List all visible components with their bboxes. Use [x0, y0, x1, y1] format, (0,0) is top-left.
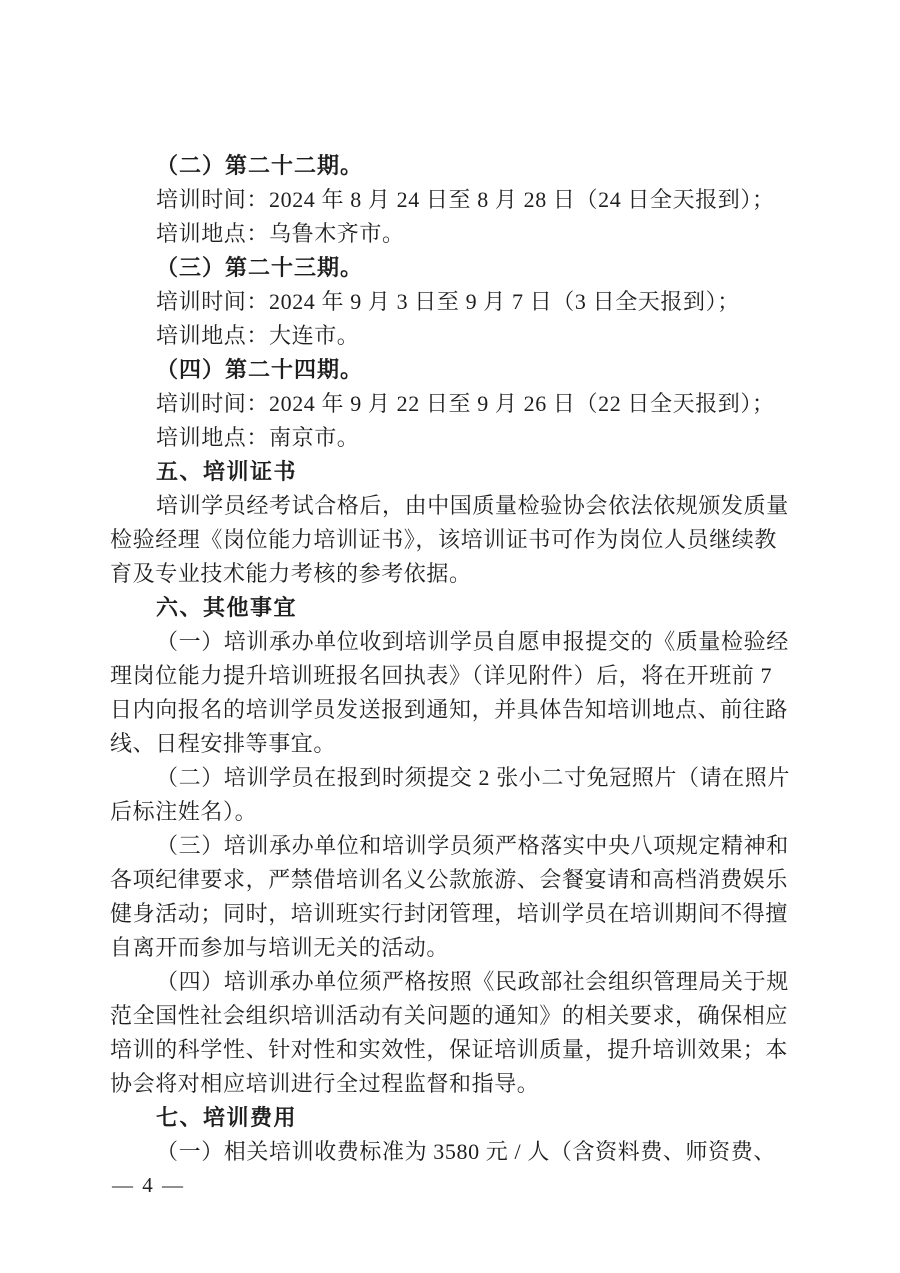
training-location-session-23: 培训地点：大连市。	[156, 323, 360, 348]
other-matters-item-3-line: 各项纪律要求，严禁借培训名义公款旅游、会餐宴请和高档消费娱乐	[110, 867, 789, 892]
section-heading-training-fee: 七、培训费用	[156, 1105, 298, 1130]
other-matters-item-1-line: 日内向报名的培训学员发送报到通知，并具体告知培训地点、前往路	[110, 697, 789, 722]
other-matters-item-3-line: 自离开而参加与培训无关的活动。	[110, 935, 450, 960]
section-heading-certificate: 五、培训证书	[156, 459, 298, 484]
training-time-session-22: 培训时间：2024 年 8 月 24 日至 8 月 28 日（24 日全天报到）；	[156, 187, 775, 212]
other-matters-item-2-line: 后标注姓名）。	[110, 799, 258, 824]
other-matters-item-3-line: 健身活动；同时，培训班实行封闭管理，培训学员在培训期间不得擅	[110, 901, 789, 926]
other-matters-item-1-line: 理岗位能力提升培训班报名回执表》（详见附件）后，将在开班前 7	[110, 663, 773, 688]
training-location-session-22: 培训地点：乌鲁木齐市。	[156, 221, 405, 246]
other-matters-item-1-line: （一）培训承办单位收到培训学员自愿申报提交的《质量检验经	[156, 629, 789, 654]
other-matters-item-4-line: 范全国性社会组织培训活动有关问题的通知》的相关要求，确保相应	[110, 1003, 789, 1028]
subsection-heading-session-23: （三）第二十三期。	[156, 255, 364, 280]
subsection-heading-session-22: （二）第二十二期。	[156, 153, 364, 178]
subsection-heading-session-24: （四）第二十四期。	[156, 357, 364, 382]
training-time-session-24: 培训时间：2024 年 9 月 22 日至 9 月 26 日（22 日全天报到）；	[156, 391, 775, 416]
other-matters-item-1-line: 线、日程安排等事宜。	[110, 731, 337, 756]
document-text-block	[110, 149, 800, 1169]
page-number: — 4 —	[112, 1173, 185, 1197]
section-heading-other-matters: 六、其他事宜	[156, 595, 298, 620]
other-matters-item-4-line: 协会将对相应培训进行全过程监督和指导。	[110, 1071, 540, 1096]
training-fee-item-1-line: （一）相关培训收费标准为 3580 元 / 人（含资料费、师资费、	[156, 1139, 776, 1164]
other-matters-item-3-line: （三）培训承办单位和培训学员须严格落实中央八项规定精神和	[156, 833, 789, 858]
other-matters-item-4-line: （四）培训承办单位须严格按照《民政部社会组织管理局关于规	[156, 969, 789, 994]
training-time-session-23: 培训时间：2024 年 9 月 3 日至 9 月 7 日（3 日全天报到）；	[156, 289, 740, 314]
other-matters-item-2-line: （二）培训学员在报到时须提交 2 张小二寸免冠照片（请在照片	[156, 765, 791, 790]
certificate-paragraph-line: 育及专业技术能力考核的参考依据。	[110, 561, 472, 586]
training-location-session-24: 培训地点：南京市。	[156, 425, 360, 450]
certificate-paragraph-line: 检验经理《岗位能力培训证书》，该培训证书可作为岗位人员继续教	[110, 527, 778, 552]
certificate-paragraph-line: 培训学员经考试合格后，由中国质量检验协会依法依规颁发质量	[156, 493, 789, 518]
other-matters-item-4-line: 培训的科学性、针对性和实效性，保证培训质量，提升培训效果；本	[110, 1037, 789, 1062]
